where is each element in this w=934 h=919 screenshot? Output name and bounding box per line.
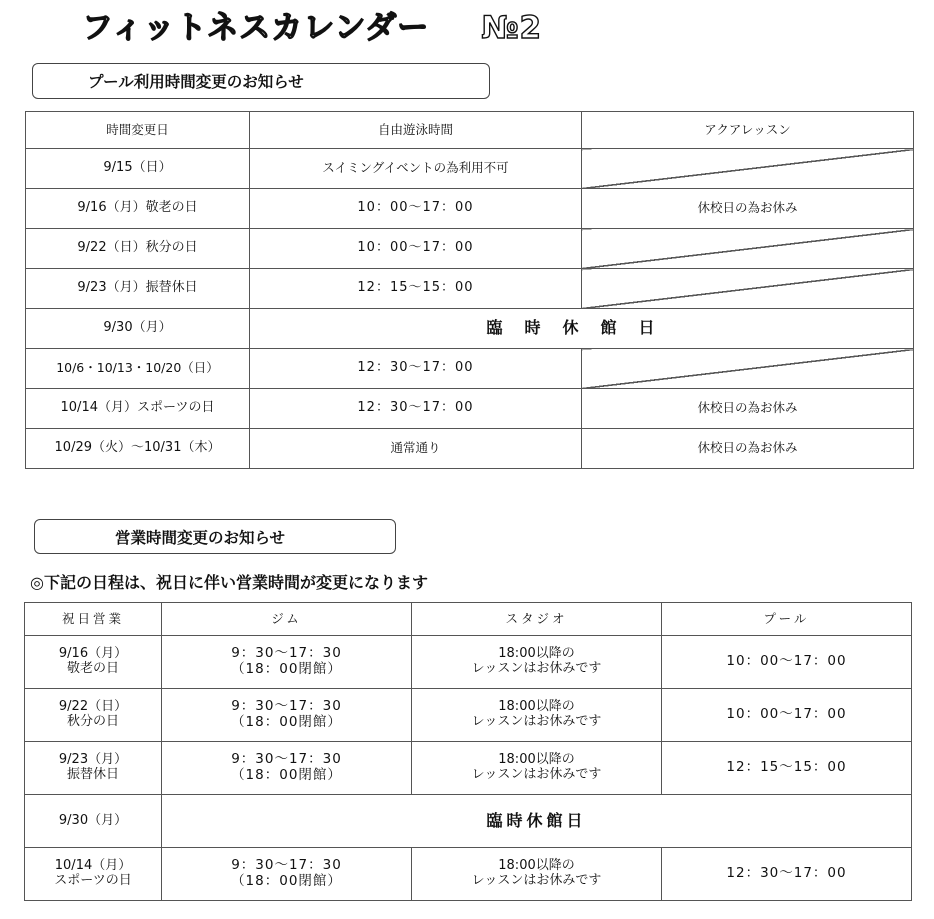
business-hours-table	[24, 602, 912, 901]
studio-line: レッスンはお休みです	[471, 767, 602, 782]
pool-cell: 10：00〜17：00	[662, 689, 912, 742]
gym-cell	[162, 636, 412, 689]
aqua-cell-not-applicable	[582, 229, 914, 269]
studio-cell	[412, 636, 662, 689]
date-cell: 9/15（日）	[26, 149, 250, 189]
date-cell: 9/22（日）秋分の日	[26, 229, 250, 269]
hours-note: ◎下記の日程は、祝日に伴い営業時間が変更になります	[30, 573, 428, 592]
date-cell: 10/29（火）〜10/31（木）	[26, 429, 250, 469]
pool-cell: 12：15〜15：00	[662, 742, 912, 795]
pool-cell: 12：30〜17：00	[662, 848, 912, 901]
issue-number: №2	[481, 10, 543, 46]
table-row	[25, 689, 912, 742]
holiday-name: 敬老の日	[66, 661, 119, 676]
date-cell: 9/23（月）振替休日	[26, 269, 250, 309]
table-row	[26, 269, 914, 309]
table-row	[26, 429, 914, 469]
column-header: 時間変更日	[26, 112, 250, 149]
date-cell: 9/16（月）敬老の日	[26, 189, 250, 229]
date-cell	[25, 636, 162, 689]
studio-cell	[412, 689, 662, 742]
column-header: アクアレッスン	[582, 112, 914, 149]
gym-closing: （18：00閉館）	[231, 873, 342, 889]
date-cell: 9/30（月）	[26, 309, 250, 349]
column-header: 祝日営業	[25, 603, 162, 636]
studio-cell	[412, 742, 662, 795]
gym-hours: 9：30〜17：30	[231, 751, 342, 768]
date-cell: 9/30（月）	[25, 795, 162, 848]
gym-hours: 9：30〜17：30	[231, 645, 342, 662]
date-line: 10/14（月）	[54, 858, 132, 874]
table-row	[26, 189, 914, 229]
table-row	[26, 309, 914, 349]
column-header: プール	[662, 603, 912, 636]
gym-hours: 9：30〜17：30	[231, 698, 342, 715]
aqua-cell-not-applicable	[582, 269, 914, 309]
free-swim-cell: 12：30〜17：00	[250, 349, 582, 389]
table-row	[25, 742, 912, 795]
date-cell	[25, 689, 162, 742]
free-swim-cell: 12：15〜15：00	[250, 269, 582, 309]
table-row	[25, 636, 912, 689]
gym-cell	[162, 689, 412, 742]
studio-line: レッスンはお休みです	[471, 873, 602, 888]
table-row	[26, 149, 914, 189]
aqua-cell: 休校日の為お休み	[582, 389, 914, 429]
table-row	[26, 389, 914, 429]
date-line: 9/16（月）	[58, 646, 128, 662]
studio-line: レッスンはお休みです	[471, 661, 602, 676]
date-line: 9/22（日）	[58, 699, 128, 715]
aqua-cell: 休校日の為お休み	[582, 189, 914, 229]
free-swim-cell: 10：00〜17：00	[250, 229, 582, 269]
table-header-row	[25, 603, 912, 636]
holiday-name: スポーツの日	[54, 873, 132, 888]
date-cell: 10/14（月）スポーツの日	[26, 389, 250, 429]
table-row	[26, 229, 914, 269]
closure-cell: 臨時休館日	[162, 795, 912, 848]
gym-cell	[162, 742, 412, 795]
date-cell	[25, 848, 162, 901]
gym-closing: （18：00閉館）	[231, 661, 342, 677]
pool-section-heading	[32, 63, 490, 99]
aqua-cell: 休校日の為お休み	[582, 429, 914, 469]
date-cell	[25, 742, 162, 795]
table-row	[25, 795, 912, 848]
column-header: ジム	[162, 603, 412, 636]
hours-section-heading-text: 営業時間変更のお知らせ	[115, 528, 286, 547]
page-title	[82, 6, 542, 50]
table-header-row	[26, 112, 914, 149]
free-swim-cell: 12：30〜17：00	[250, 389, 582, 429]
date-line: 9/23（月）	[58, 752, 128, 768]
gym-closing: （18：00閉館）	[231, 714, 342, 730]
aqua-cell-not-applicable	[582, 349, 914, 389]
studio-line: 18:00以降の	[498, 858, 575, 874]
gym-closing: （18：00閉館）	[231, 767, 342, 783]
free-swim-cell: 通常通り	[250, 429, 582, 469]
closure-cell: 臨時休館日	[250, 309, 914, 349]
studio-cell	[412, 848, 662, 901]
holiday-name: 振替休日	[66, 767, 119, 782]
aqua-cell-not-applicable	[582, 149, 914, 189]
free-swim-cell: スイミングイベントの為利用不可	[250, 149, 582, 189]
gym-hours: 9：30〜17：30	[231, 857, 342, 874]
pool-cell: 10：00〜17：00	[662, 636, 912, 689]
column-header: スタジオ	[412, 603, 662, 636]
hours-section-heading	[34, 519, 396, 554]
free-swim-cell: 10：00〜17：00	[250, 189, 582, 229]
table-row	[26, 349, 914, 389]
studio-line: レッスンはお休みです	[471, 714, 602, 729]
table-row	[25, 848, 912, 901]
title-text: フィットネスカレンダー	[82, 10, 430, 46]
pool-section-heading-text: プール利用時間変更のお知らせ	[88, 73, 304, 91]
column-header: 自由遊泳時間	[250, 112, 582, 149]
holiday-name: 秋分の日	[66, 714, 119, 729]
gym-cell	[162, 848, 412, 901]
pool-schedule-table	[25, 111, 914, 469]
studio-line: 18:00以降の	[498, 752, 575, 768]
studio-line: 18:00以降の	[498, 699, 575, 715]
date-cell: 10/6・10/13・10/20（日）	[26, 349, 250, 389]
studio-line: 18:00以降の	[498, 646, 575, 662]
